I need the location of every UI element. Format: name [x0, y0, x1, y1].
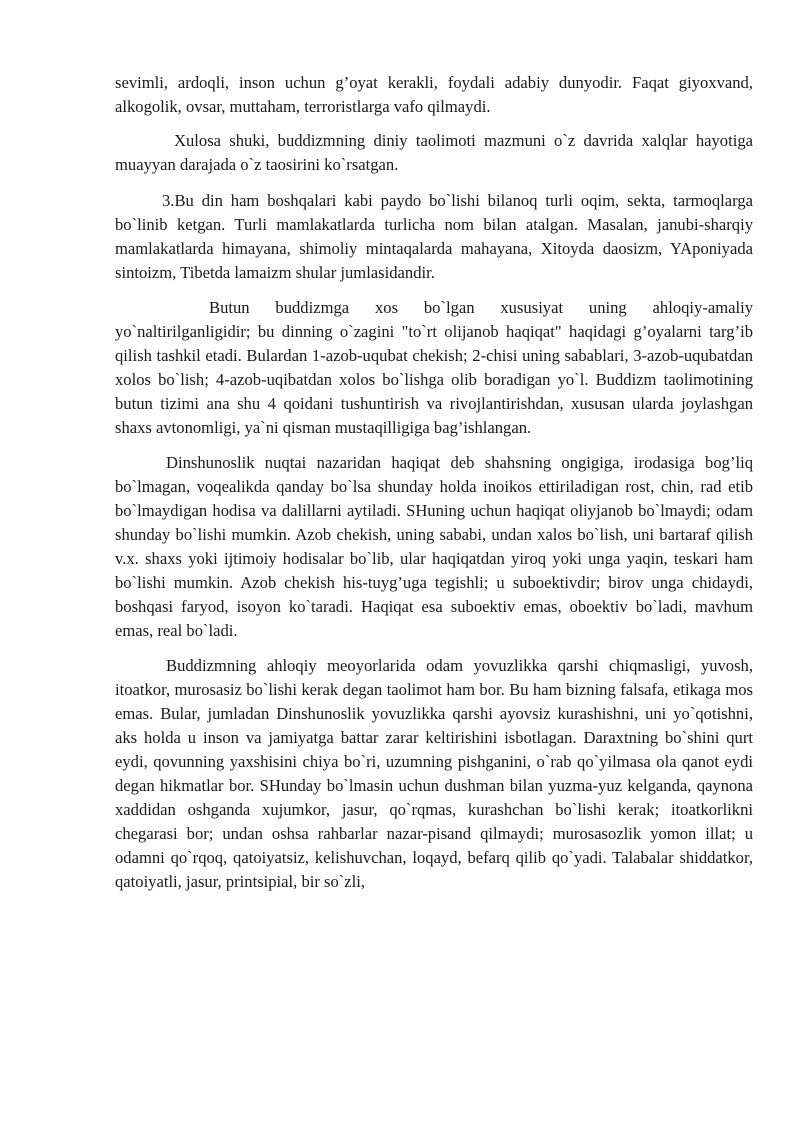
paragraph-continuation: sevimli, ardoqli, inson uchun g’oyat kerakli, foydali adabiy dunyodir. Faqat giyoxvand, alkogolik, ovsar, muttaham, terroristlarga vafo qilmaydi. [115, 73, 753, 116]
paragraph-sects: 3.Bu din ham boshqalari kabi paydo bo`lishi bilanoq turli oqim, sekta, tarmoqlarga bo`linib ketgan. Turli mamlakatlarda turlicha nom bilan atalgan. Masalan, janubi-sharqiy mamlakatlarda himayana, shimoliy mintaqalarda mahayana, Xitoyda daosizm, YAponiyada sintoizm, Tibetda lamaizm shular jumlasidandir. [115, 191, 753, 282]
paragraph-four-truths: Butun buddizmga xos bo`lgan xususiyat uning ahloqiy-amaliy yo`naltirilganligidir; bu dinning o`zagini "to`rt olijanob haqiqat" haqidagi g’oyalarni targ’ib qilish tashkil etadi. Bulardan 1-azob-uqubat chekish; 2-chisi uning sabablari, 3-azob-uqubatdan xolos bo`lish; 4-azob-uqibatdan xolos bo`lishga olib boradigan yo`l. Buddizm taolimotining butun tizimi ana shu 4 qoidani tushuntirish va rivojlantirishdan, xususan ularda joylashgan shaxs avtonomligi, ya`ni qisman mustaqilligiga bag’ishlangan. [115, 298, 753, 437]
paragraph-truth-definition: Dinshunoslik nuqtai nazaridan haqiqat deb shahsning ongigiga, irodasiga bog’liq bo`lmagan, voqealikda qanday bo`lsa shunday holda inoikos ettiriladigan rost, chin, rad etib bo`lmaydigan hodisa va dalillarni aytiladi. SHuning uchun haqiqat oliyjanob bo`lmaydi; odam shunday bo`lishi mumkin. Azob chekish, uning sababi, undan xalos bo`lish, uni bartaraf qilish v.x. shaxs yoki ijtimoiy hodisalar bo`lib, ular haqiqatdan yiroq yoki unga yaqin, teskari ham bo`lishi mumkin. Azob chekish his-tuyg’uga tegishli; u suboektivdir; birov unga chidaydi, boshqasi faryod, isoyon ko`taradi. Haqiqat esa suboektiv emas, oboektiv bo`ladi, mavhum emas, real bo`ladi. [115, 453, 753, 640]
paragraph-ethics: Buddizmning ahloqiy meoyorlarida odam yovuzlikka qarshi chiqmasligi, yuvosh, itoatkor, murosasiz bo`lishi kerak degan taolimot ham bor. Bu ham bizning falsafa, etikaga mos emas. Bular, jumladan Dinshunoslik yovuzlikka qarshi ayovsiz kurashishni, uni yo`qotishni, aks holda u inson va jamiyatga battar zarar keltirishini isbotlagan. Daraxtning bo`shini qurt eydi, qovunning yaxshisini chiya bo`ri, uzumning pishganini, o`rab qo`yilmasa ola qanot eydi degan hikmatlar bor. SHunday bo`lmasin uchun dushman bilan yuzma-yuz kelganda, qaynona xaddidan oshganda xujumkor, jasur, qo`rqmas, kurashchan bo`lishi kerak; itoatkorlikni chegarasi bor; undan oshsa rahbarlar nazar-pisand qilmaydi; murosasozlik yomon illat; u odamni qo`rqoq, qatoiyatsiz, kelishuvchan, loqayd, befarq qilib qo`yadi. Talabalar shiddatkor, qatoiyatli, jasur, printsipial, bir so`zli, [115, 656, 753, 891]
document-page [115, 71, 753, 894]
paragraph-conclusion: Xulosa shuki, buddizmning diniy taolimoti mazmuni o`z davrida xalqlar hayotiga muayyan darajada o`z taosirini ko`rsatgan. [115, 131, 753, 174]
